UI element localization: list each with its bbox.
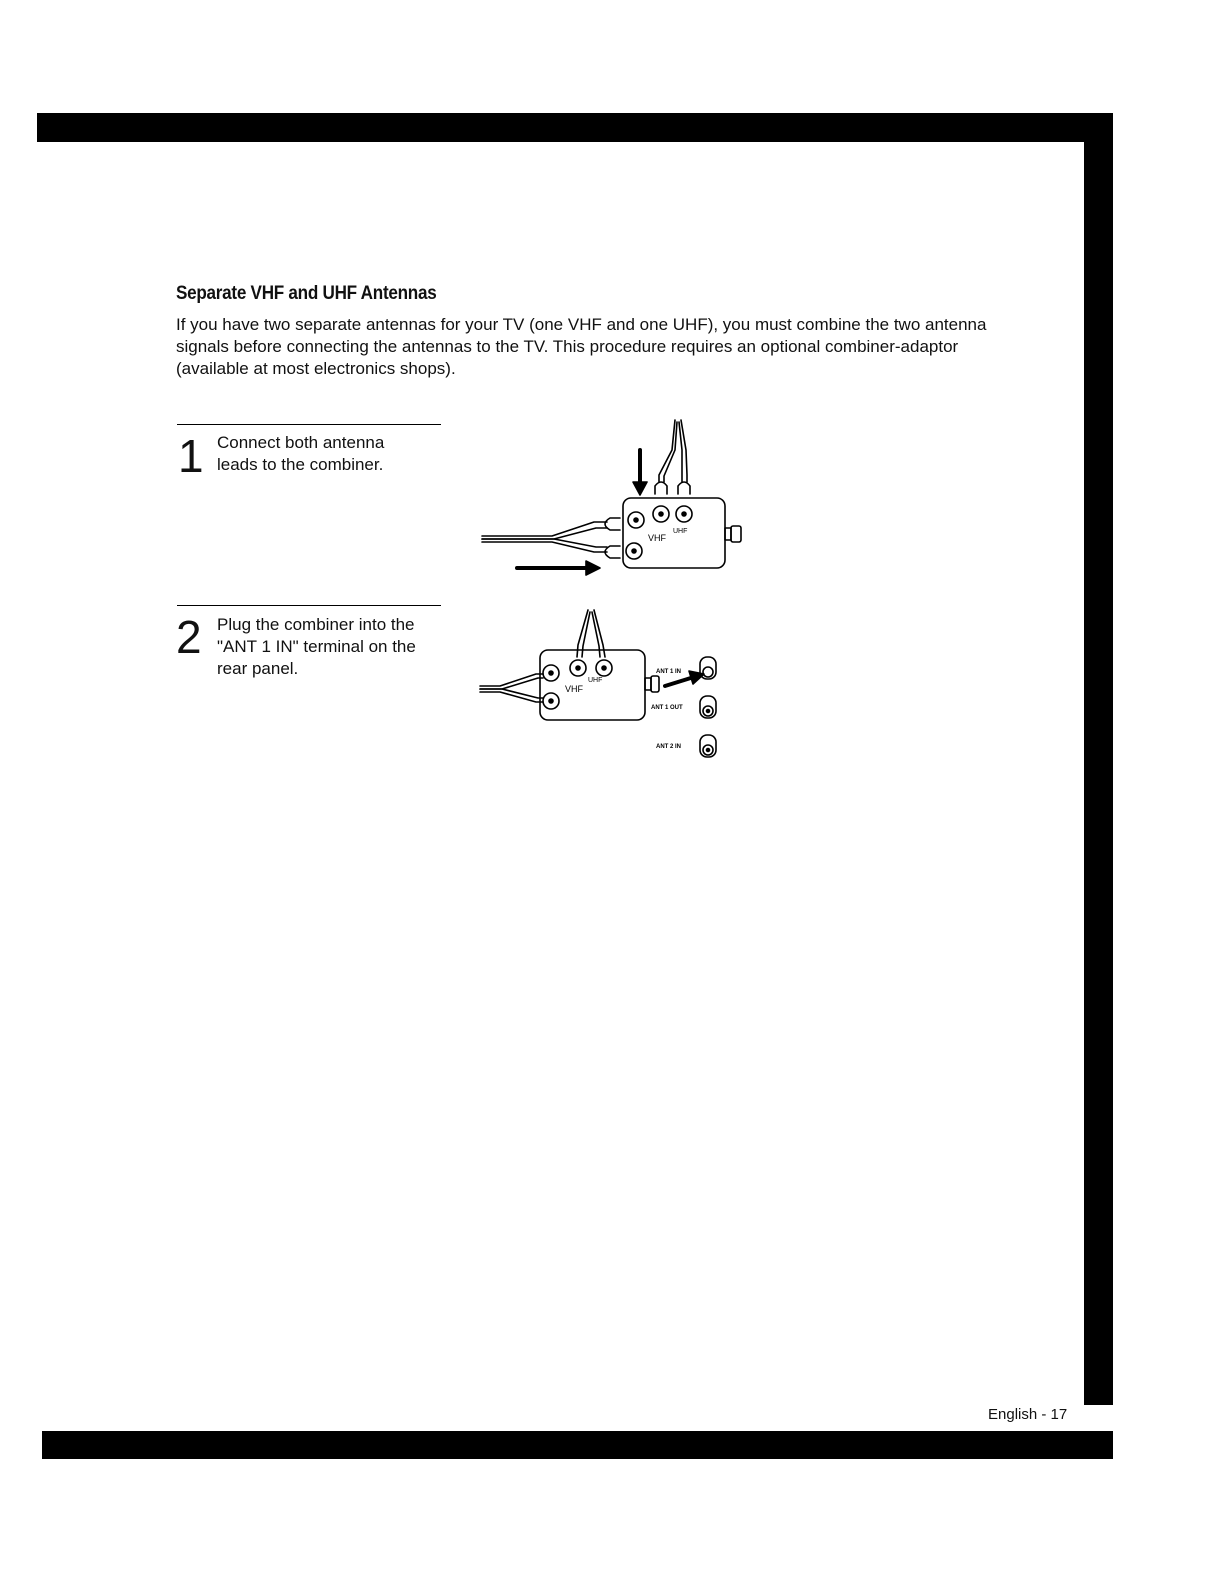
step-2-rule — [177, 605, 441, 606]
ant-2-in-label: ANT 2 IN — [656, 744, 682, 750]
section-title: Separate VHF and UHF Antennas — [176, 283, 437, 304]
vhf-label-bottom: VHF — [565, 684, 583, 694]
step-1-text: Connect both antenna leads to the combiner. — [217, 433, 385, 474]
step-2-number: 2 — [176, 611, 202, 663]
uhf-label-top: UHF — [673, 528, 688, 535]
step-1-rule — [177, 424, 441, 425]
vhf-lead — [482, 522, 607, 536]
uhf-label-bottom: UHF — [588, 677, 603, 684]
spade-lug-icon — [605, 518, 620, 530]
top-border-bar — [37, 113, 1113, 142]
combiner-box-installed — [540, 650, 645, 720]
right-border-bar — [1084, 113, 1113, 1405]
ant-1-out-label: ANT 1 OUT — [651, 705, 683, 711]
vhf-label-top: VHF — [648, 533, 666, 543]
uhf-lead-left — [659, 420, 675, 482]
ant-1-in-label: ANT 1 IN — [656, 669, 682, 675]
ant-1-out-terminal — [700, 696, 716, 718]
step-2-text: Plug the combiner into the "ANT 1 IN" terminal on the rear panel. — [217, 615, 416, 678]
arrow-plug-icon — [665, 677, 694, 686]
spade-lug-icon — [655, 482, 667, 494]
intro-paragraph: If you have two separate antennas for your TV (one VHF and one UHF), you must combine the two antenna signals before connecting the antennas to the TV. This procedure requires an optional combiner-adaptor (available at most electronics shops). — [176, 315, 987, 378]
ant-2-in-terminal — [700, 735, 716, 757]
combiner-diagram — [470, 410, 770, 780]
page-number: English - 17 — [988, 1406, 1068, 1423]
step-1-number: 1 — [178, 430, 204, 482]
spade-lug-icon — [678, 482, 690, 494]
bottom-border-bar — [42, 1431, 1113, 1459]
